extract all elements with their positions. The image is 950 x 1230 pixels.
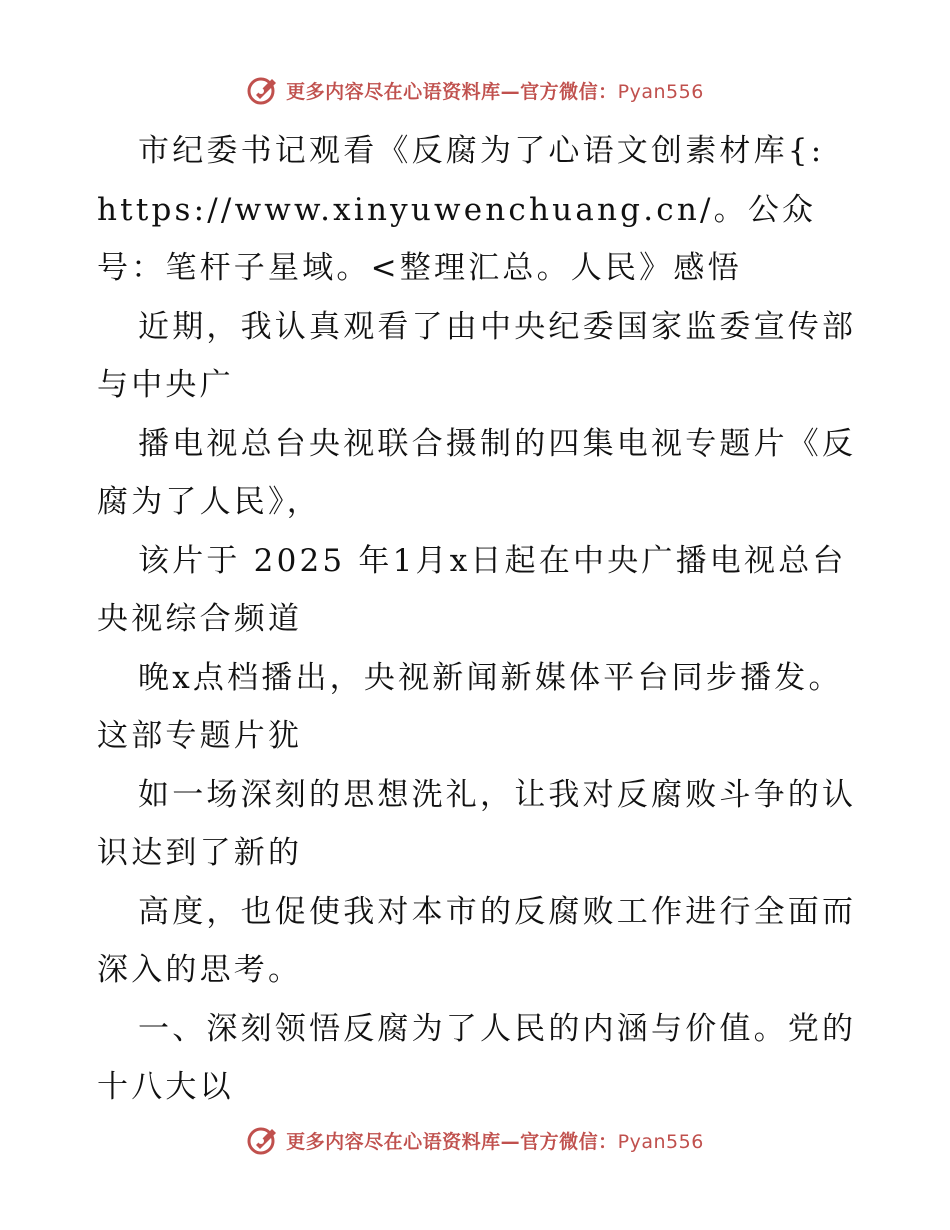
paragraph-1: 市纪委书记观看《反腐为了心语文创素材库{: https://www.xinyuwenchuang.cn/。公众号：笔杆子星域。<整理汇总。人民》感悟 xyxy=(97,133,825,286)
header-banner-text xyxy=(286,77,704,104)
paragraph-8: 一、深刻领悟反腐为了人民的内涵与价值。党的十八大以 xyxy=(97,1010,857,1105)
paragraph-3: 播电视总台央视联合摄制的四集电视专题片《反腐为了人民》， xyxy=(97,425,857,520)
footer-banner-wechat-id: Pyan556 xyxy=(617,1130,704,1153)
header-banner xyxy=(0,70,950,110)
header-banner-label: 更多内容尽在心语资料库—官方微信： xyxy=(286,80,618,103)
paragraph-7: 高度，也促使我对本市的反腐败工作进行全面而深入的思考。 xyxy=(97,893,857,988)
paragraph-4: 该片于 2025 年1月x日起在中央广播电视总台央视综合频道 xyxy=(97,542,847,637)
pen-nib-circle-logo-icon xyxy=(246,73,280,107)
footer-banner-label: 更多内容尽在心语资料库—官方微信： xyxy=(286,1130,618,1153)
footer-banner-text xyxy=(286,1127,704,1154)
header-banner-wechat-id: Pyan556 xyxy=(617,80,704,103)
pen-nib-circle-logo-icon xyxy=(246,1123,280,1157)
document-body xyxy=(97,122,857,1117)
paragraph-2: 近期，我认真观看了由中央纪委国家监委宣传部与中央广 xyxy=(97,308,857,403)
footer-banner xyxy=(0,1120,950,1160)
paragraph-5: 晚x点档播出，央视新闻新媒体平台同步播发。这部专题片犹 xyxy=(97,659,843,754)
paragraph-6: 如一场深刻的思想洗礼，让我对反腐败斗争的认识达到了新的 xyxy=(97,776,857,871)
